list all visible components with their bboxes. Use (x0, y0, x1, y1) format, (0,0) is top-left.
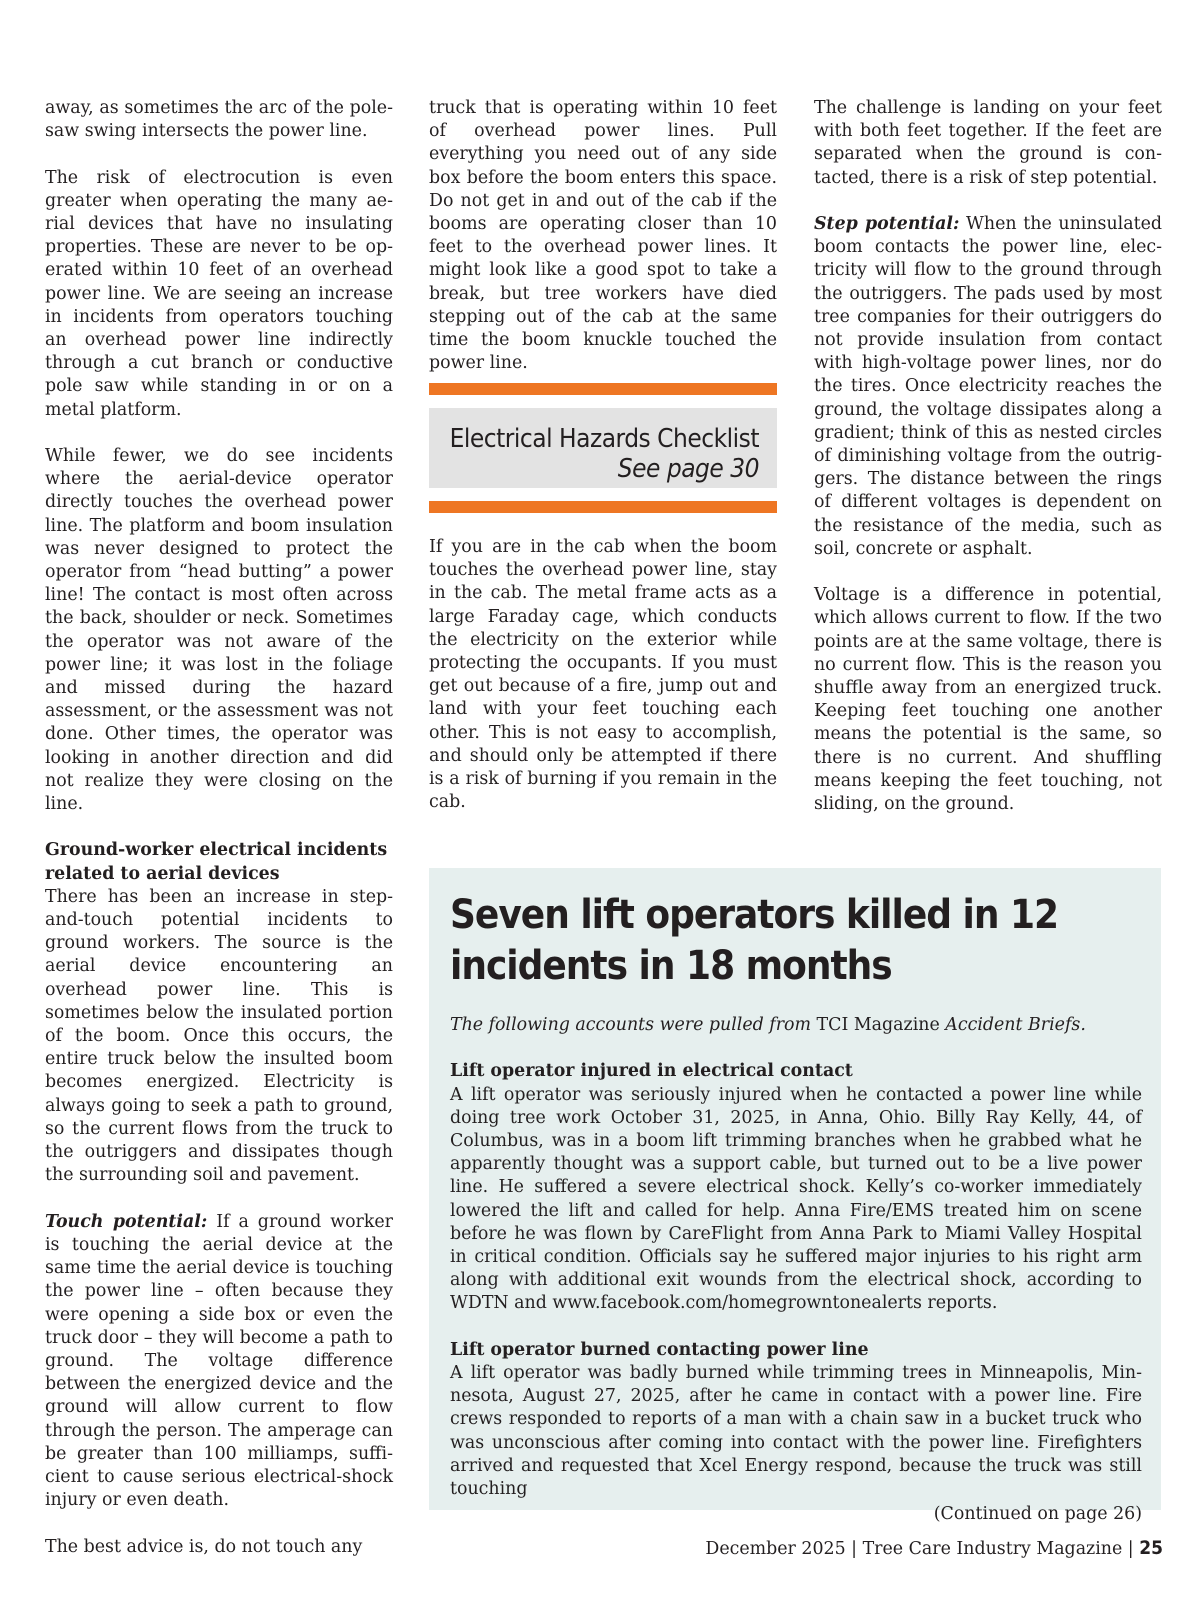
paragraph: If you are in the cab when the boom touches the overhead power line, stay in the cab. The metal frame acts as a large Faraday cage, which conducts the electricity on the exterior while protecting the occupants. If you must get out because of a fire, jump out and land with your feet touching each other. This is not easy to accomplish, and should only be attempted if there is a risk of burning if you remain in the cab. (429, 537, 777, 813)
paragraph (814, 213, 1162, 561)
paragraph: While fewer, we do see incidents where the aerial-device operator directly touches the overhead power line. The platform and boom insulation was never designed to protect the operator from “head butting” a power line! The contact is most often across the back, shoulder or neck. Sometimes the operator was not aware of the power line; it was lost in the foliage and missed during the hazard assessment, or the assessment was not done. Other times, the operator was looking in another direction and did not realize they were closing on the line. (45, 446, 393, 815)
sidebar-title: Seven lift operators killed in 12 incidents in 18 months (450, 892, 1059, 989)
sidebar-intro (450, 1014, 1142, 1037)
paragraph-text: If a ground worker is touching the aerial device at the same time the aerial device is touching the power line – often because they were opening a side box or even the truck door – they will become a path to ground. The voltage difference between the energized device and the ground will allow current to flow through the person. The amperage can be greater than 100 milliamps, sufficient to cause serious electrical-shock injury or even death. (45, 1211, 393, 1511)
section-heading: Ground-worker electrical incidents related to aerial devices (45, 840, 388, 884)
sidebar-body (450, 1014, 1142, 1526)
intro-text: The following accounts were pulled from (450, 1015, 817, 1035)
intro-text: Accident Briefs. (939, 1015, 1086, 1035)
incident-heading: Lift operator injured in electrical contact (450, 1061, 853, 1082)
callout-box (429, 408, 777, 488)
paragraph (45, 1211, 393, 1513)
paragraph: The risk of electrocution is even greater when operating the many aerial devices that have no insulating properties. These are never to be operated within 10 feet of an overhead power line. We are seeing an increase in incidents from operators touching an overhead power line indirectly through a cut branch or conductive pole saw while standing in or on a metal platform. (45, 167, 393, 420)
column-1 (45, 97, 393, 1559)
paragraph: The challenge is landing on your feet with both feet together. If the feet are separated when the ground is contacted, there is a risk of step potential. (814, 98, 1162, 188)
page-footer (705, 1537, 1163, 1559)
incident-body: A lift operator was seriously injured when he contacted a power line while doing tree work October 31, 2025, in Anna, Ohio. Billy Ray Kelly, 44, of Columbus, was in a boom lift trimming branches when he grabbed what he apparently thought was a support cable, but turned out to be a live power line. He suffered a severe electrical shock. Kelly’s co-worker immediately lowered the lift and called for help. Anna Fire/EMS treated him on scene before he was flown by CareFlight from Anna Park to Miami Valley Hospital in critical condition. Officials say he suffered major injuries to his right arm along with additional exit wounds from the electrical shock, according to WDTN and www.facebook.com/homegrowntonealerts reports. (450, 1084, 1142, 1314)
column-2-lower (429, 536, 777, 814)
callout-top-bar (429, 383, 777, 395)
term-label: Touch potential: (45, 1211, 208, 1232)
incidents-sidebar (429, 868, 1161, 1525)
paragraph: Voltage is a difference in potential, which allows current to flow. If the two points are at the same voltage, there is no current flow. This is the reason you shuffle away from an energized truck. Keeping feet touching one another means the potential is the same, so there is no current. And shuffling means keeping the feet touching, not sliding, on the ground. (814, 585, 1162, 815)
magazine-name: TCI Magazine (816, 1015, 940, 1035)
term-label: Step potential: (814, 214, 960, 234)
checklist-callout (429, 383, 777, 513)
sidebar-content (450, 890, 1142, 1526)
column-2 (429, 97, 777, 399)
paragraph-text: When the uninsulated boom contacts the power line, electricity will flow to the ground through the outriggers. The pads used by most tree companies for their outriggers do not provide insulation from contact with high-voltage power lines, nor do the tires. Once electricity reaches the ground, the voltage dissipates along a gradient; think of this as nested circles of diminishing voltage from the outriggers. The distance between the rings of different voltages is dependent on the resistance of the media, such as soil, concrete or asphalt. (814, 214, 1163, 559)
column-3 (814, 97, 1162, 816)
footer-text: December 2025 | Tree Care Industry Magazine | (705, 1539, 1140, 1559)
page-number: 25 (1139, 1537, 1163, 1559)
callout-title: Electrical Hazards Checklist (449, 424, 759, 454)
incident-body: A lift operator was badly burned while trimming trees in Minneapolis, Minnesota, August 27, 2025, after he came in contact with a power line. Fire crews responded to reports of a man with a chain saw in a bucket truck who was unconscious after coming into contact with the power line. Firefighters arrived and requested that Xcel Energy respond, because the truck was still touching (450, 1363, 1142, 1500)
paragraph: truck that is operating within 10 feet of overhead power lines. Pull everything you need out of any side box before the boom enters this space. Do not get in and out of the cab if the booms are operating closer than 10 feet to the overhead power lines. It might look like a good spot to take a break, but tree workers have died stepping out of the cab at the same time the boom knuckle touched the power line. (429, 98, 777, 374)
incident-heading: Lift operator burned contacting power line (450, 1339, 869, 1360)
paragraph: The best advice is, do not touch any (45, 1536, 363, 1557)
paragraph: away, as sometimes the arc of the polesaw swing intersects the power line. (45, 98, 393, 142)
callout-subtitle: See page 30 (617, 454, 759, 484)
callout-bottom-bar (429, 501, 777, 513)
continued-note: (Continued on page 26) (933, 1504, 1142, 1525)
paragraph: There has been an increase in step-and-touch potential incidents to ground workers. The source is the aerial device encountering an overhead power line. This is sometimes below the insulated portion of the boom. Once this occurs, the entire truck below the insulted boom becomes energized. Electricity is always going to seek a path to ground, so the current flows from the truck to the outriggers and dissipates though the surrounding soil and pavement. (45, 886, 393, 1186)
